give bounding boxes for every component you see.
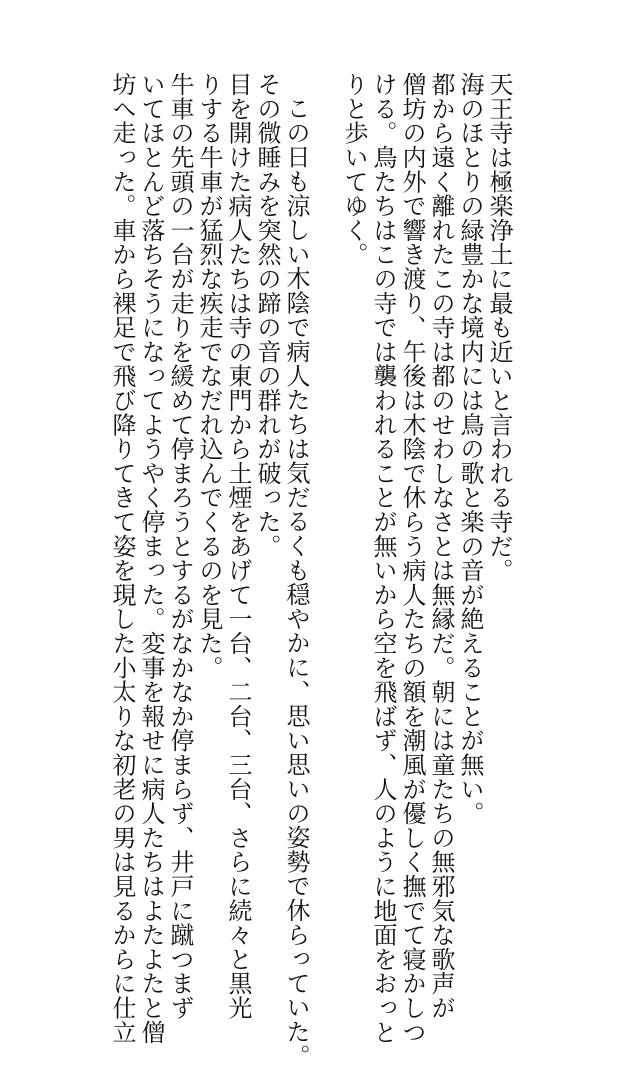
text-line: その微睡みを突然の蹄の音の群れが破った。 <box>253 72 281 558</box>
text-line: 牛車の先頭の一台が走りを緩めて停まろうとするがなかなか停まらず、井戸に蹴つまず <box>166 72 194 1020</box>
text-line: りする牛車が猛烈な疾走でなだれ込んでくるのを見た。 <box>195 72 223 680</box>
text-line: 坊へ走った。車から裸足で飛び降りてきて姿を現した小太りな初老の男は見るからに仕立 <box>108 72 136 1044</box>
paragraph-spacer <box>310 72 339 842</box>
vertical-text-body <box>107 72 513 1068</box>
text-line: この日も涼しい木陰で病人たちは気だるくも穏やかに、思い思いの姿勢で休らっていた。 <box>282 96 310 1068</box>
text-line: 僧坊の内外で響き渡り、午後は木陰で休らう病人たちの額を潮風が優しく撫でて寝かしつ <box>398 72 426 1044</box>
text-line: 海のほとりの緑豊かな境内には鳥の歌と楽の音が絶えることが無い。 <box>456 72 484 826</box>
text-line: 目を開けた病人たちは寺の東門から土煙をあげて一台、二台、三台、さらに続々と黒光 <box>224 72 252 1020</box>
text-line: 天王寺は極楽浄土に最も近いと言われる寺だ。 <box>485 72 513 583</box>
text-line: りと歩いてゆく。 <box>340 72 368 267</box>
text-line: 都から遠く離れたこの寺は都のせわしなさとは無縁だ。朝には童たちの無邪気な歌声が <box>427 72 455 1020</box>
text-line: いてほとんど落ちそうになってようやく停まった。変事を報せに病人たちはよたよたと僧 <box>137 72 165 1044</box>
text-line: ける。鳥たちはこの寺では襲われることが無いから空を飛ばず、人のように地面をおっと <box>369 72 397 1044</box>
